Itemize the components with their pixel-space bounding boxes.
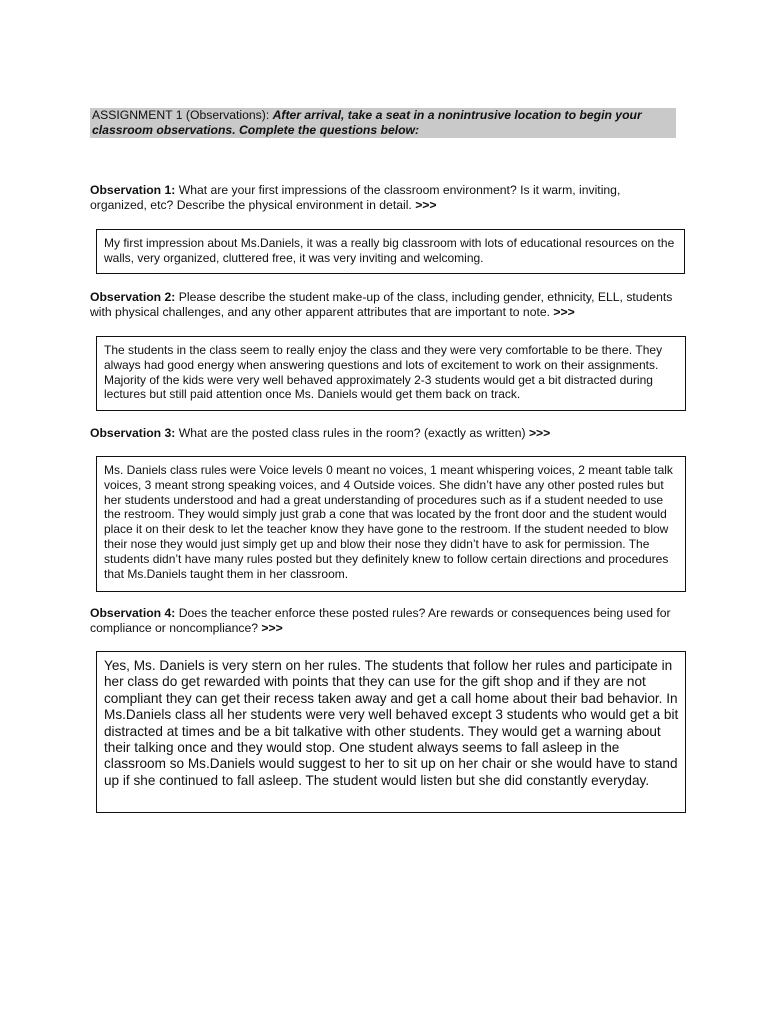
assignment-header bbox=[90, 108, 676, 138]
observation-2-question bbox=[90, 290, 680, 320]
observation-3-answer-box bbox=[96, 456, 686, 592]
observation-3-label: Observation 3: bbox=[90, 426, 176, 440]
observation-4-answer: Yes, Ms. Daniels is very stern on her rules. The students that follow her rules and participate in her class do get rewarded with points that they can use for the gift shop and if they are not compliant they can get their recess taken away and get a call home about their bad behavior. In Ms.Daniels class all her students were very well behaved except 3 students who would get a bit distracted at times and be a bit talkative with other students. They would get a warning about their talking once and they would stop. One student always seems to fall asleep in the classroom so Ms.Daniels would suggest to her to sit up on her chair or she would have to stand up if she continued to fall asleep. The student would listen but she did constantly everyday. bbox=[104, 658, 679, 788]
observation-2-arrows: >>> bbox=[553, 305, 575, 319]
assignment-label: ASSIGNMENT 1 (Observations): bbox=[92, 108, 273, 122]
observation-1-question bbox=[90, 183, 680, 213]
observation-3-question bbox=[90, 426, 680, 441]
observation-1-answer-box bbox=[96, 229, 685, 274]
observation-4-label: Observation 4: bbox=[90, 606, 176, 620]
observation-1-label: Observation 1: bbox=[90, 183, 176, 197]
observation-1-arrows: >>> bbox=[415, 198, 437, 212]
observation-1-answer: My first impression about Ms.Daniels, it was a really big classroom with lots of educational resources on the walls, very organized, cluttered free, it was very inviting and welcoming. bbox=[104, 236, 675, 265]
observation-2-answer-box bbox=[96, 336, 686, 411]
assignment-instruction: After arrival, take a seat in a nonintrusive location to begin your classroom observations. Complete the questions below: bbox=[92, 108, 642, 137]
observation-4-answer-box bbox=[96, 651, 686, 813]
observation-2-answer: The students in the class seem to really enjoy the class and they were very comfortable to be there. They always had good energy when answering questions and lots of excitement to work on their assignments. Majority of the kids were very well behaved approximately 2-3 students would get a bit distracted during lectures but still paid attention once Ms. Daniels would get them back on track. bbox=[104, 343, 663, 402]
observation-3-arrows: >>> bbox=[528, 426, 551, 440]
observation-3-answer: Ms. Daniels class rules were Voice levels 0 meant no voices, 1 meant whispering voices, 2 meant table talk voices, 3 meant strong speaking voices, and 4 Outside voices. She didn’t have any other posted rules but her students understood and had a great understanding of procedures such as if a student needed to use the restroom. They would simply just grab a cone that was located by the front door and the student would place it on their desk to let the teacher know they have gone to the restroom. If the student needed to blow their nose they would just simply get up and blow their nose they didn’t have to ask for permission. The students didn’t have many rules posted but they definitely knew to follow certain directions and procedures that Ms.Daniels taught them in her classroom. bbox=[104, 463, 673, 581]
observation-2-label: Observation 2: bbox=[90, 290, 176, 304]
observation-4-text: Does the teacher enforce these posted rules? Are rewards or consequences being used for compliance or noncompliance? bbox=[90, 606, 671, 635]
observation-1-text: What are your first impressions of the classroom environment? Is it warm, inviting, organized, etc? Describe the physical environment in detail. bbox=[90, 183, 621, 212]
observation-4-arrows: >>> bbox=[261, 621, 283, 635]
observation-3-text: What are the posted class rules in the room? (exactly as written) bbox=[175, 426, 529, 440]
observation-2-text: Please describe the student make-up of the class, including gender, ethnicity, ELL, students with physical challenges, and any other apparent attributes that are important to note. bbox=[90, 290, 673, 319]
observation-4-question bbox=[90, 606, 680, 636]
